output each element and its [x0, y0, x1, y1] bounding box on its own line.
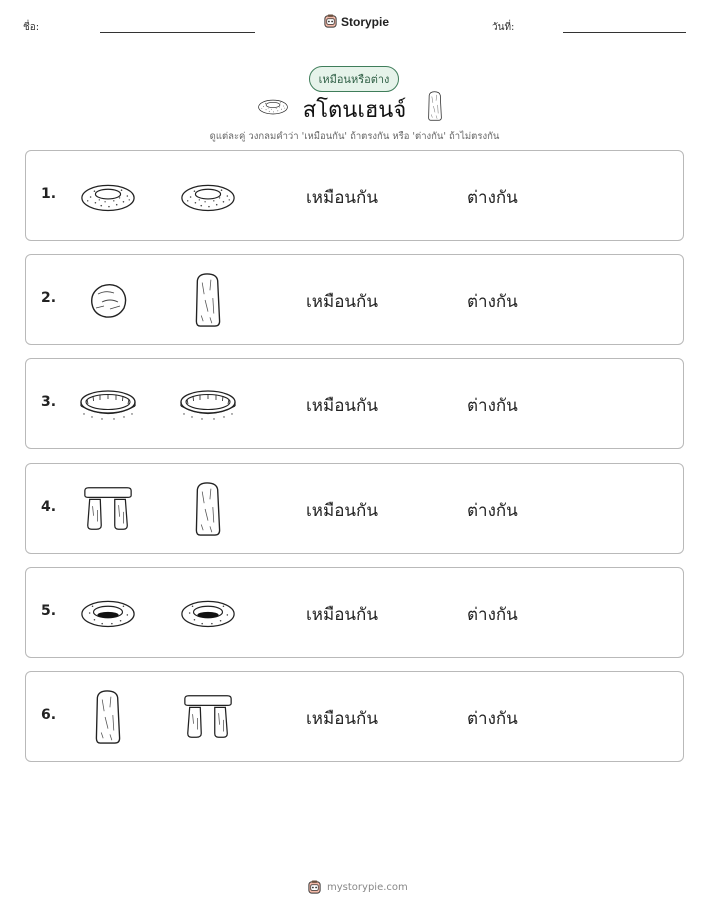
left-picture	[78, 484, 138, 534]
right-picture	[178, 275, 238, 325]
stone-circle-icon	[178, 387, 238, 421]
date-label: วันที่:	[492, 22, 515, 33]
standing-stone-icon	[426, 90, 444, 122]
stone-ring-icon	[79, 179, 137, 213]
right-picture	[178, 588, 238, 638]
same-option[interactable]: เหมือนกัน	[306, 709, 378, 729]
different-option[interactable]: ต่างกัน	[467, 605, 518, 625]
standing-stone-icon	[191, 480, 225, 538]
boulder-icon	[86, 280, 130, 320]
date-line[interactable]	[563, 32, 686, 33]
left-picture	[78, 588, 138, 638]
same-option[interactable]: เหมือนกัน	[306, 605, 378, 625]
question-number: 6.	[41, 707, 57, 723]
standing-stone-icon	[91, 688, 125, 746]
mascot-icon	[323, 14, 338, 29]
storypie-logo	[323, 14, 389, 29]
same-option[interactable]: เหมือนกัน	[306, 501, 378, 521]
same-option[interactable]: เหมือนกัน	[306, 188, 378, 208]
footer-site: mystorypie.com	[327, 882, 408, 893]
right-picture	[178, 171, 238, 221]
same-option[interactable]: เหมือนกัน	[306, 292, 378, 312]
trilithon-icon	[181, 694, 235, 740]
footer	[307, 880, 408, 895]
question-row	[25, 254, 684, 345]
standing-stone-icon	[191, 271, 225, 329]
question-row	[25, 671, 684, 762]
question-number: 5.	[41, 603, 57, 619]
page-title: สโตนเฮนจ์	[302, 98, 407, 123]
left-picture	[78, 171, 138, 221]
different-option[interactable]: ต่างกัน	[467, 188, 518, 208]
right-picture	[178, 692, 238, 742]
left-picture	[78, 275, 138, 325]
worksheet-type-badge: เหมือนหรือต่าง	[309, 66, 399, 92]
question-number: 1.	[41, 186, 57, 202]
mascot-icon	[307, 880, 322, 895]
stone-ring-pit-icon	[179, 596, 237, 630]
question-number: 3.	[41, 394, 57, 410]
different-option[interactable]: ต่างกัน	[467, 709, 518, 729]
right-picture	[178, 379, 238, 429]
different-option[interactable]: ต่างกัน	[467, 501, 518, 521]
left-picture	[78, 692, 138, 742]
question-row	[25, 567, 684, 658]
question-number: 4.	[41, 499, 57, 515]
right-picture	[178, 484, 238, 534]
brand-name: Storypie	[341, 14, 390, 29]
question-row	[25, 463, 684, 554]
question-number: 2.	[41, 290, 57, 306]
same-option[interactable]: เหมือนกัน	[306, 396, 378, 416]
stone-ring-icon	[179, 179, 237, 213]
instructions: ดูแต่ละคู่ วงกลมคำว่า 'เหมือนกัน' ถ้าตรงกัน หรือ 'ต่างกัน' ถ้าไม่ตรงกัน	[209, 131, 500, 142]
different-option[interactable]: ต่างกัน	[467, 396, 518, 416]
name-line[interactable]	[100, 32, 255, 33]
left-picture	[78, 379, 138, 429]
question-row	[25, 358, 684, 449]
stone-ring-pit-icon	[79, 596, 137, 630]
name-label: ชื่อ:	[23, 22, 40, 33]
stone-circle-icon	[78, 387, 138, 421]
trilithon-icon	[81, 486, 135, 532]
question-row	[25, 150, 684, 241]
different-option[interactable]: ต่างกัน	[467, 292, 518, 312]
